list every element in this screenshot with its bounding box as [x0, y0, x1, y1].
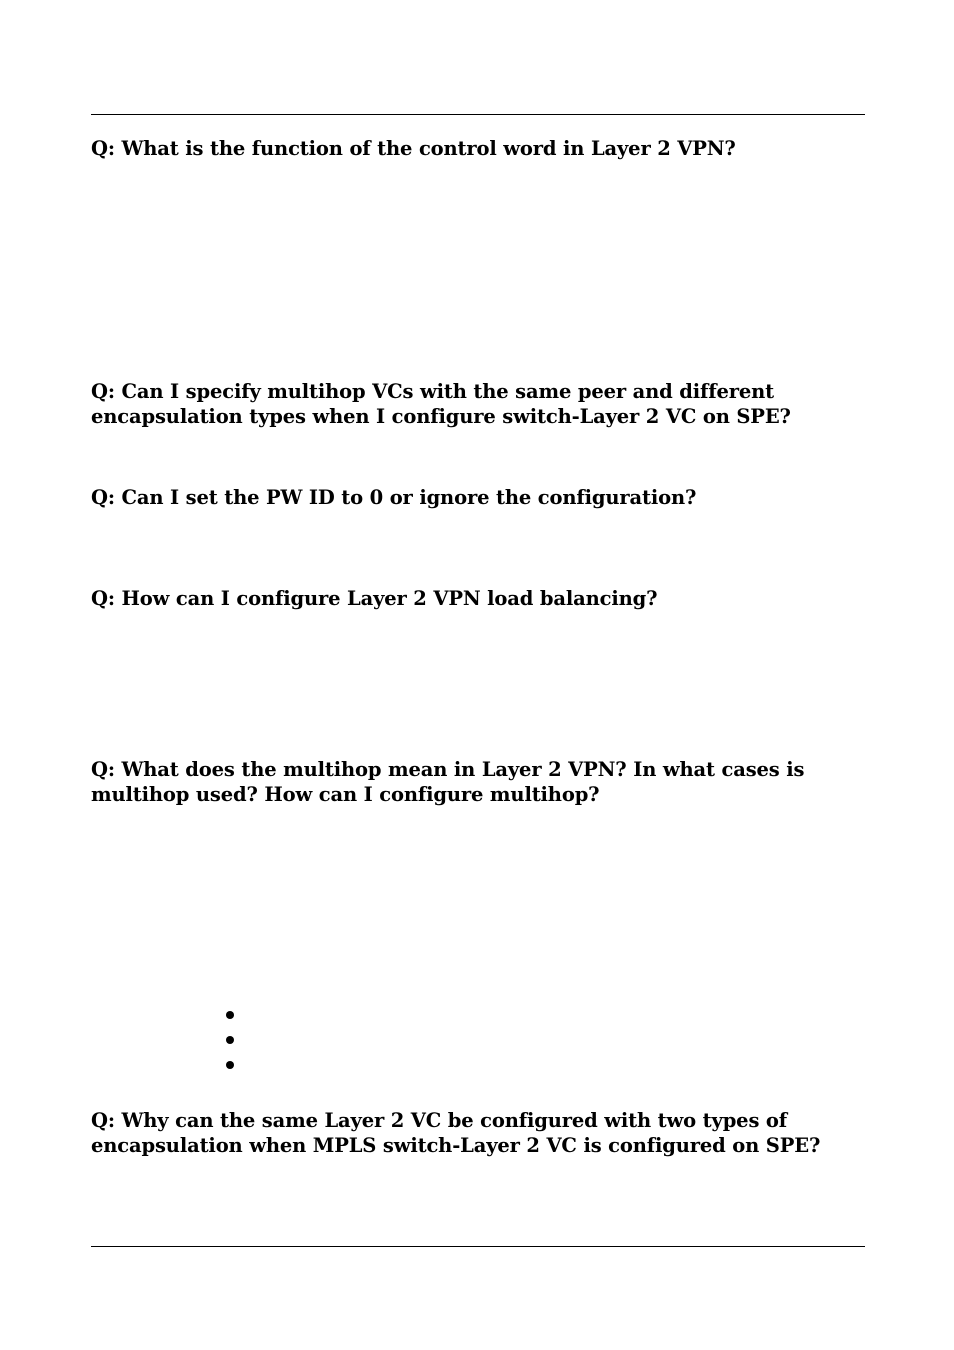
bullet-point: [226, 1061, 234, 1069]
bullet-list: [226, 1011, 234, 1086]
bullet-point: [226, 1036, 234, 1044]
header-rule: [91, 114, 865, 115]
question-multihop-encapsulation: Q: Can I specify multihop VCs with the same peer and different encapsulation types when I configure switch-Layer 2 VC on SPE?: [91, 380, 791, 428]
question-pw-id: Q: Can I set the PW ID to 0 or ignore the configuration?: [91, 486, 697, 509]
question-multihop-meaning: Q: What does the multihop mean in Layer 2 VPN? In what cases is multihop used? How can I configure multihop?: [91, 758, 805, 806]
question-two-encapsulation-types: Q: Why can the same Layer 2 VC be configured with two types of encapsulation when MPLS switch-Layer 2 VC is configured on SPE?: [91, 1109, 821, 1157]
question-load-balancing: Q: How can I configure Layer 2 VPN load balancing?: [91, 587, 658, 610]
footer-rule: [91, 1246, 865, 1247]
bullet-point: [226, 1011, 234, 1019]
question-control-word: Q: What is the function of the control word in Layer 2 VPN?: [91, 137, 736, 160]
